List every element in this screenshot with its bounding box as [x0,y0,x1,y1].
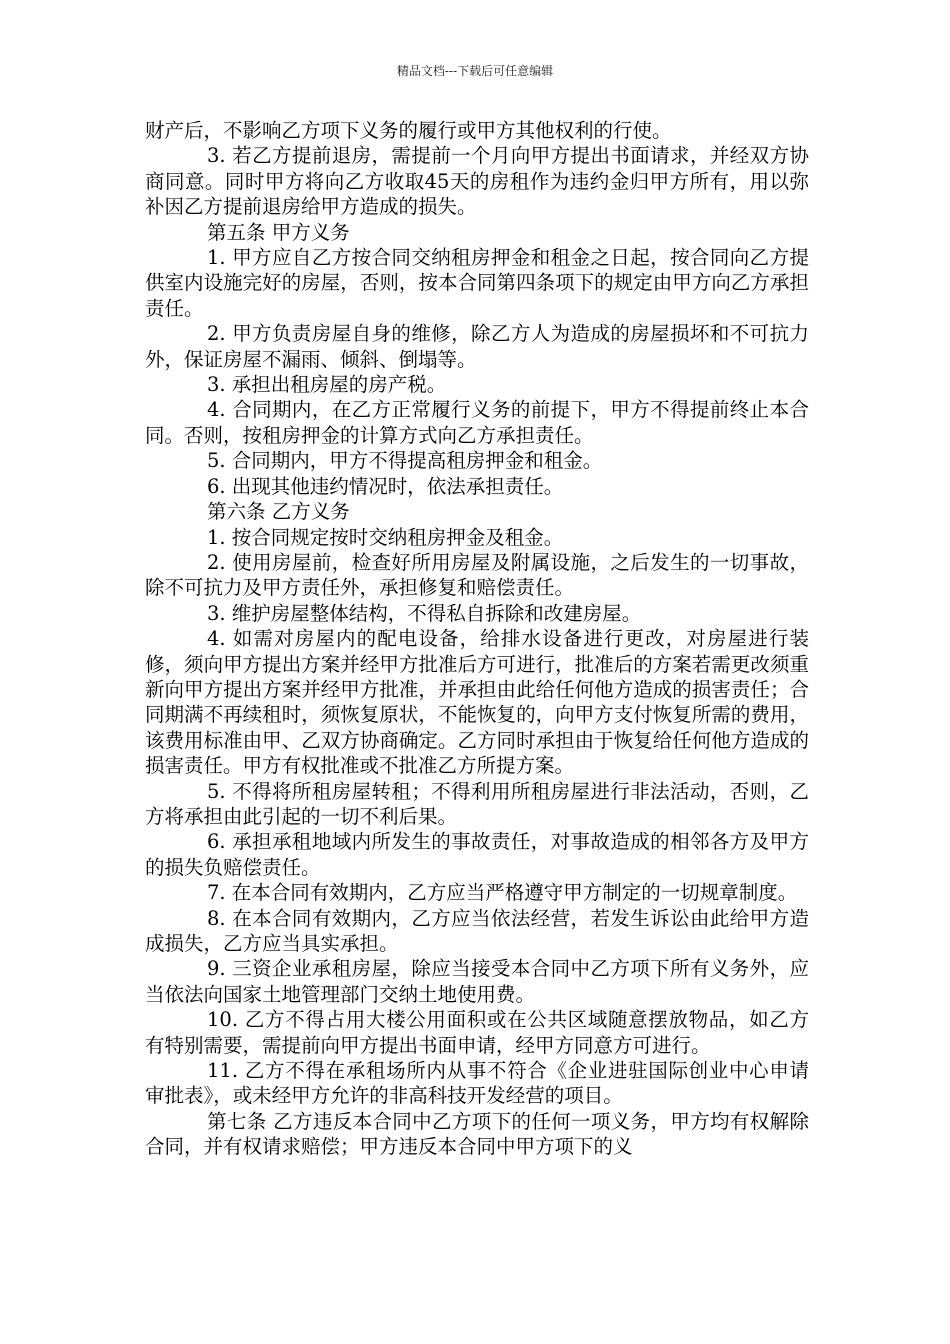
paragraph: 1. 按合同规定按时交纳租房押金及租金。 [207,525,564,549]
page-header: 精品文档---下载后可任意编辑 [396,64,554,78]
paragraph: 11. 乙方不得在承租场所内从事不符合《企业进驻国际创业中心申请审批表》，或未经甲方允许的非高科技开发经营的项目。 [145,1059,809,1108]
paragraph: 第五条 甲方义务 [207,220,350,244]
paragraph: 3. 若乙方提前退房，需提前一个月向甲方提出书面请求，并经双方协商同意。同时甲方将向乙方收取45天的房租作为违约金归甲方所有，用以弥补因乙方提前退房给甲方造成的损失。 [145,144,809,219]
document-body [145,118,809,1160]
paragraph: 5. 合同期内，甲方不得提高租房押金和租金。 [207,449,603,473]
paragraph: 8. 在本合同有效期内，乙方应当依法经营，若发生诉讼由此给甲方造成损失，乙方应当具实承担。 [145,906,809,955]
paragraph: 7. 在本合同有效期内，乙方应当严格遵守甲方制定的一切规章制度。 [207,881,798,905]
paragraph: 3. 维护房屋整体结构，不得私自拆除和改建房屋。 [207,601,642,625]
paragraph: 6. 出现其他违约情况时，依法承担责任。 [207,474,564,498]
paragraph: 5. 不得将所租房屋转租；不得利用所租房屋进行非法活动，否则，乙方将承担由此引起的一切不利后果。 [145,779,809,828]
paragraph: 第六条 乙方义务 [207,500,350,524]
paragraph: 财产后，不影响乙方项下义务的履行或甲方其他权利的行使。 [145,119,672,142]
paragraph: 3. 承担出租房屋的房产税。 [207,373,447,397]
paragraph: 9. 三资企业承租房屋，除应当接受本合同中乙方项下所有义务外，应当依法向国家土地管理部门交纳土地使用费。 [145,957,809,1006]
paragraph: 4. 如需对房屋内的配电设备，给排水设备进行更改，对房屋进行装修，须向甲方提出方案并经甲方批准后方可进行，批准后的方案若需更改须重新向甲方提出方案并经甲方批准，并承担由此给任何他方造成的损害责任；合同期满不再续租时，须恢复原状，不能恢复的，向甲方支付恢复所需的费用，该费用标准由甲、乙双方协商确定。乙方同时承担由于恢复给任何他方造成的损害责任。甲方有权批准或不批准乙方所提方案。 [145,627,809,778]
paragraph: 2. 甲方负责房屋自身的维修，除乙方人为造成的房屋损坏和不可抗力外，保证房屋不漏雨、倾斜、倒塌等。 [145,322,809,371]
paragraph: 2. 使用房屋前，检查好所用房屋及附属设施，之后发生的一切事故，除不可抗力及甲方责任外，承担修复和赔偿责任。 [145,550,809,600]
paragraph: 6. 承担承租地域内所发生的事故责任，对事故造成的相邻各方及甲方的损失负赔偿责任。 [145,830,809,879]
paragraph: 1. 甲方应自乙方按合同交纳租房押金和租金之日起，按合同向乙方提供室内设施完好的房屋，否则，按本合同第四条项下的规定由甲方向乙方承担责任。 [145,246,809,320]
paragraph: 10. 乙方不得占用大楼公用面积或在公共区域随意摆放物品，如乙方有特别需要，需提前向甲方提出书面申请，经甲方同意方可进行。 [145,1008,809,1057]
paragraph: 第七条 乙方违反本合同中乙方项下的任何一项义务，甲方均有权解除合同，并有权请求赔偿；甲方违反本合同中甲方项下的义 [145,1109,809,1159]
paragraph: 4. 合同期内，在乙方正常履行义务的前提下，甲方不得提前终止本合同。否则，按租房押金的计算方式向乙方承担责任。 [145,398,809,447]
